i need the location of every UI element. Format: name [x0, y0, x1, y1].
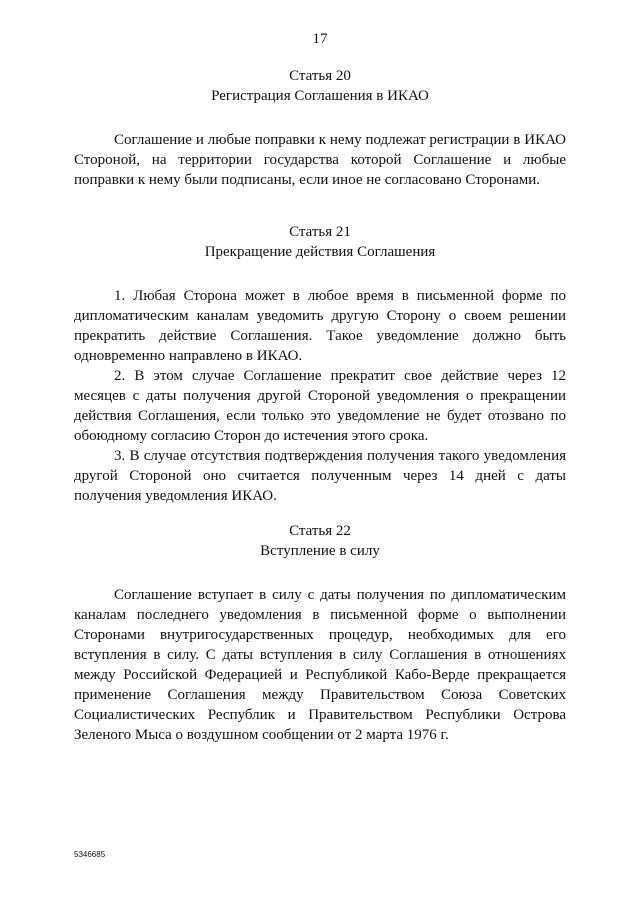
article-heading: Прекращение действия Соглашения	[204, 244, 436, 260]
article-heading: Вступление в силу	[260, 543, 380, 559]
article-title: Статья 21	[289, 224, 351, 240]
article-heading: Регистрация Соглашения в ИКАО	[211, 88, 429, 104]
page-number: 17	[312, 31, 328, 47]
article-title: Статья 22	[289, 523, 351, 539]
article-21	[74, 222, 566, 506]
article-title: Статья 20	[289, 68, 351, 84]
document-code: 5346685	[74, 850, 106, 859]
article-20	[74, 66, 566, 190]
article-22	[74, 521, 566, 745]
article-paragraph: Соглашение вступает в силу с даты получения по дипломатическим каналам последнего уведомления в письменной форме о выполнении Сторонами внутригосударственных процедур, необходимых для его вступления в силу. С даты вступления в силу Соглашения в отношениях между Российской Федерацией и Республикой Кабо-Верде прекращается применение Соглашения между Правительством Союза Советских Социалистических Республик и Правительством Республики Острова Зеленого Мыса о воздушном сообщении от 2 марта 1976 г.	[74, 587, 566, 743]
article-paragraph: 3. В случае отсутствия подтверждения получения такого уведомления другой Стороной оно считается полученным через 14 дней с даты получения уведомления ИКАО.	[74, 448, 566, 504]
article-paragraph: 1. Любая Сторона может в любое время в письменной форме по дипломатическим каналам уведомить другую Сторону о своем решении прекратить действие Соглашения. Такое уведомление должно быть одновременно направлено в ИКАО.	[74, 288, 566, 364]
article-paragraph: Соглашение и любые поправки к нему подлежат регистрации в ИКАО Стороной, на территории государства которой Соглашение и любые поправки к нему были подписаны, если иное не согласовано Сторонами.	[74, 132, 566, 188]
article-paragraph: 2. В этом случае Соглашение прекратит свое действие через 12 месяцев с даты получения другой Стороной уведомления о прекращении действия Соглашения, если только это уведомление не будет отозвано по обоюдному согласию Сторон до истечения этого срока.	[74, 368, 566, 444]
